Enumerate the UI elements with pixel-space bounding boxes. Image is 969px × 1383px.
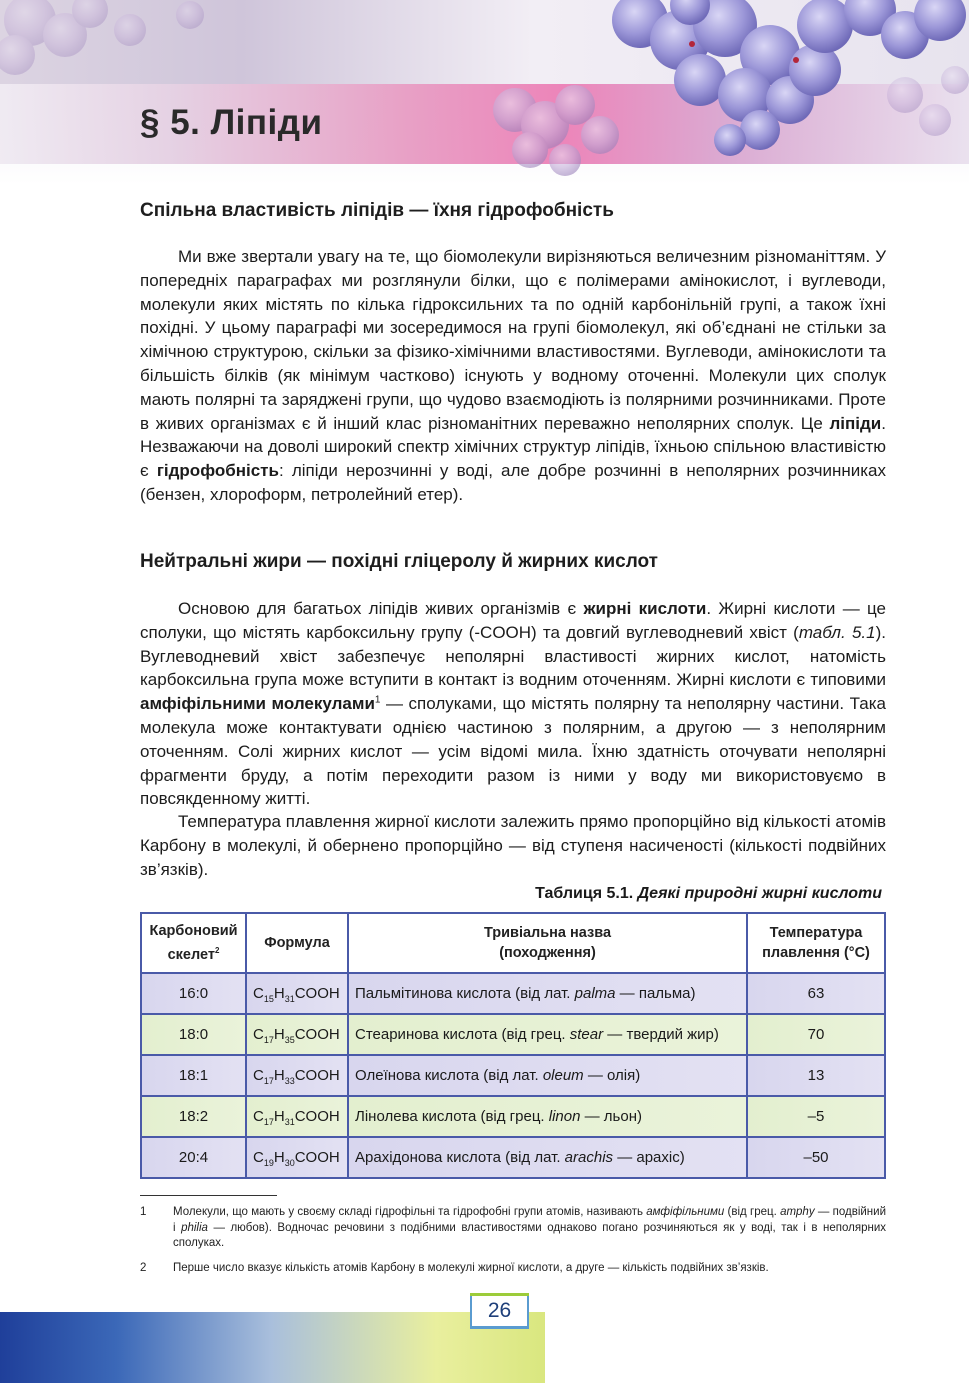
- paragraph-intro: [140, 245, 886, 507]
- cell-melting-temp: 63: [747, 973, 885, 1014]
- text-run: ). Вуглеводневий хвіст забезпечує неполярні властивості жирних кислот, натомість карбоксильна група може вступити в контакт із водним оточенням. Жирні кислоти є типовими: [140, 622, 886, 690]
- page-number: 26: [470, 1293, 529, 1329]
- origin-word: palma: [574, 985, 616, 1002]
- header-text: Температура: [769, 925, 863, 941]
- formula-tail: COOH: [294, 1026, 340, 1043]
- subscript: 35: [284, 1035, 295, 1045]
- cell-melting-temp: –5: [747, 1096, 885, 1137]
- origin-word: linon: [548, 1108, 581, 1125]
- section-heading-neutral-fats: Нейтральні жири — похідні гліцеролу й жирних кислот: [140, 551, 658, 572]
- text-run: — олія): [583, 1067, 641, 1084]
- term-amphiphilic: амфіфільними молекулами: [140, 694, 375, 714]
- origin-word: stear: [569, 1026, 604, 1043]
- cell-name: [348, 1014, 747, 1055]
- protein-molecule-illustration: [0, 0, 969, 185]
- header-melting-temp: [747, 913, 885, 973]
- term-hydrophobicity: гідрофобність: [156, 461, 279, 481]
- table-row: [141, 1014, 885, 1055]
- text-run: Арахідонова кислота (від лат.: [355, 1149, 565, 1166]
- term-fatty-acids: жирні кислоти: [583, 599, 707, 618]
- subscript: 31: [284, 1117, 295, 1127]
- formula-tail: COOH: [294, 1067, 340, 1084]
- cell-skeleton: 20:4: [141, 1137, 246, 1178]
- text-run: — пальма): [615, 985, 696, 1002]
- text-italic: amphy: [780, 1206, 815, 1218]
- header-carbon-skeleton: [141, 913, 246, 973]
- paragraph-melting-temp: Температура плавлення жирної кислоти залежить прямо пропорційно від кількості атомів Карбону в молекулі, й обернено пропорційно — від ступеня насиченості (кількості подвійних зв’язків).: [140, 812, 886, 879]
- subscript: 19: [263, 1158, 274, 1168]
- table-reference: табл. 5.1: [798, 622, 876, 642]
- text-run: : ліпіди нерозчинні у воді, але добре розчинні в неполярних розчинниках (бензен, хлороформ, петролейний етер).: [140, 461, 886, 504]
- subscript: 17: [263, 1035, 274, 1045]
- cell-melting-temp: 13: [747, 1055, 885, 1096]
- cell-name: [348, 973, 747, 1014]
- text-run: — подвійний і: [173, 1206, 886, 1234]
- cell-name: [348, 1137, 747, 1178]
- table-row: [141, 1055, 885, 1096]
- cell-formula: $C_{17}H_{33}COOH$: [246, 1055, 348, 1096]
- text-run: Молекули, що мають у своєму складі гідрофільні та гідрофобні групи атомів, називають: [173, 1206, 647, 1218]
- table-row: [141, 1096, 885, 1137]
- term-lipids: ліпіди: [829, 413, 882, 433]
- header-formula: Формула: [246, 913, 348, 973]
- cell-skeleton: 18:1: [141, 1055, 246, 1096]
- cell-skeleton: 16:0: [141, 973, 246, 1014]
- footnote-1: [140, 1205, 886, 1252]
- text-run: Пальмітинова кислота (від лат.: [355, 985, 575, 1002]
- header-banner: [0, 0, 969, 185]
- subscript: 30: [284, 1158, 295, 1168]
- table-row: [141, 973, 885, 1014]
- cell-melting-temp: 70: [747, 1014, 885, 1055]
- chapter-title: § 5. Ліпіди: [140, 103, 323, 142]
- text-run: Лінолева кислота (від грец.: [355, 1108, 549, 1125]
- cell-skeleton: 18:2: [141, 1096, 246, 1137]
- text-run: Стеаринова кислота (від грец.: [355, 1026, 570, 1043]
- text-run: . Незважаючи на доволі широкий спектр хімічних структур ліпідів, їхньою спільною властивістю є: [140, 413, 886, 481]
- text-run: — сполуками, що містять полярну та неполярну частини. Така молекула може контактувати однією частиною з полярним, а другою — з неполярним оточенням. Солі жирних кислот — усім відомі мила. Їхню здатність оточувати неполярні фрагменти бруду, а потім переходити разом із ними у воду ми використовуємо в повсякденному житті.: [140, 694, 886, 809]
- text-run: . Жирні кислоти — це сполуки, що містять карбоксильну групу (-COOH) та довгий вуглеводневий хвіст (: [140, 599, 886, 642]
- subscript: 17: [263, 1076, 274, 1086]
- header-text: плавлення (°C): [762, 945, 870, 961]
- subscript: 33: [284, 1076, 295, 1086]
- origin-word: arachis: [564, 1149, 614, 1166]
- fatty-acids-table: [140, 912, 886, 1179]
- text-run: (від грец.: [724, 1206, 781, 1218]
- cell-skeleton: 18:0: [141, 1014, 246, 1055]
- paragraph-fatty-acids: [140, 597, 886, 811]
- text-italic: амфіфільними: [646, 1206, 725, 1218]
- text-run: — любов). Водночас речовини з подібними властивостями однаково погано розчиняються як у воді, так і в неполярних сполуках.: [173, 1221, 886, 1249]
- table-caption: [140, 885, 882, 903]
- caption-label: Таблиця 5.1.: [535, 885, 638, 902]
- footnote-text: [173, 1205, 886, 1252]
- caption-title: Деякі природні жирні кислоти: [637, 885, 882, 902]
- header-text: (походження): [499, 945, 596, 961]
- text-run: Ми вже звертали увагу на те, що біомолекули вирізняються величезним різноманіттям. У попередніх параграфах ми розглянули білки, що є полімерами амінокислот, і вуглеводи, молекули яких містять по кілька гідроксильних та по одній карбонільній групі, а також їхні похідні. У цьому параграфі ми зосередимося на групі біомолекул, які об’єднані не стільки за хімічною структурою, скільки за фізико-хімічними властивостями. Вуглеводи, амінокислоти та більшість білків (як мінімум частково) існують у водному оточенні. Молекули цих сполук мають полярні та заряджені групи, що чудово взаємодіють із полярними розчинниками. Проте в живих організмах є й інший клас різноманітних переважно неполярних сполук. Це: [140, 247, 886, 433]
- cell-melting-temp: –50: [747, 1137, 885, 1178]
- text-run: — льон): [580, 1108, 642, 1125]
- text-italic: philia: [181, 1221, 208, 1234]
- footnote-marker: 2: [214, 946, 220, 956]
- text-run: — твердий жир): [603, 1026, 719, 1043]
- footnote-text: Перше число вказує кількість атомів Карбону в молекулі жирної кислоти, а друге — кількість подвійних зв’язків.: [173, 1262, 769, 1274]
- footnote-2: [140, 1261, 886, 1277]
- formula-tail: COOH: [294, 1108, 340, 1125]
- subscript: 17: [263, 1117, 274, 1127]
- footnote-divider: [140, 1195, 277, 1196]
- header-text: Тривіальна назва: [483, 925, 612, 941]
- text-run: Олеїнова кислота (від лат.: [355, 1067, 543, 1084]
- cell-formula: $C_{17}H_{35}COOH$: [246, 1014, 348, 1055]
- header-trivial-name: [348, 913, 747, 973]
- footer-white-area: [545, 1312, 969, 1383]
- cell-formula: $C_{19}H_{30}COOH$: [246, 1137, 348, 1178]
- text-run: — арахіс): [613, 1149, 685, 1166]
- formula-tail: COOH: [294, 985, 340, 1002]
- footnote-marker: 1: [374, 694, 381, 706]
- footnote-number: 2: [140, 1262, 147, 1274]
- origin-word: oleum: [542, 1067, 584, 1084]
- footnote-number: 1: [140, 1206, 147, 1218]
- cell-name: [348, 1096, 747, 1137]
- subscript: 31: [284, 994, 295, 1004]
- cell-name: [348, 1055, 747, 1096]
- section-heading-hydrophobicity: Спільна властивість ліпідів — їхня гідрофобність: [140, 200, 614, 221]
- formula-tail: COOH: [294, 1149, 340, 1166]
- cell-formula: $C_{15}H_{31}COOH$: [246, 973, 348, 1014]
- cell-formula: $C_{17}H_{31}COOH$: [246, 1096, 348, 1137]
- subscript: 15: [263, 994, 274, 1004]
- header-text: Карбоновий скелет: [149, 923, 238, 963]
- text-run: Основою для багатьох ліпідів живих організмів є: [178, 599, 584, 618]
- table-header-row: [141, 913, 885, 973]
- table-row: [141, 1137, 885, 1178]
